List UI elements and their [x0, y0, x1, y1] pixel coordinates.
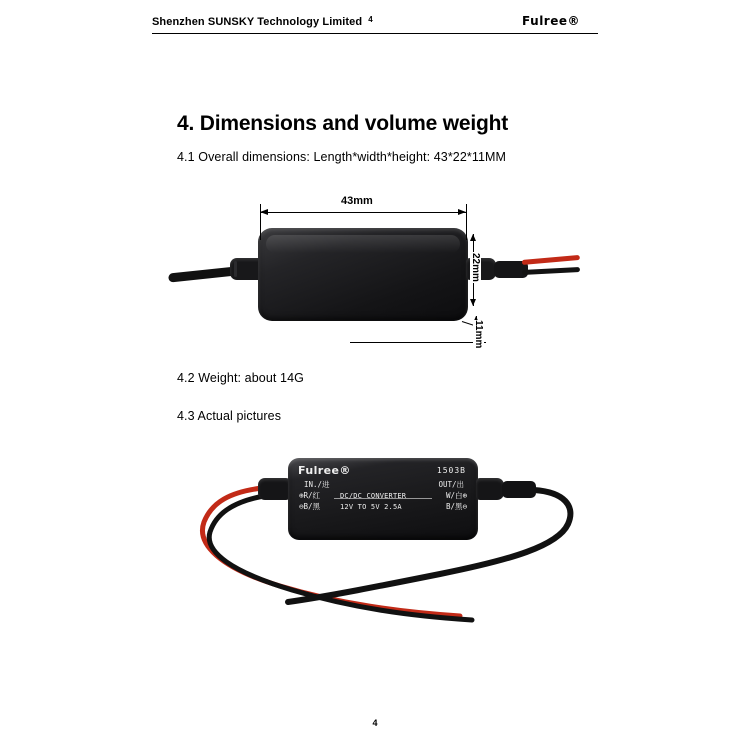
page-title: 4. Dimensions and volume weight [177, 112, 509, 136]
extension-line-right [466, 204, 467, 240]
product-output-negative: B/黑⊖ [445, 502, 467, 511]
width-label: 22mm [470, 253, 481, 282]
page-header [152, 12, 598, 38]
product-converter-text: DC/DC CONVERTER [340, 492, 407, 500]
brand-name: Fulree® [522, 14, 580, 28]
product-spec-text: 12V TO 5V 2.5A [340, 503, 402, 511]
product-input-label: IN./进 [304, 480, 330, 489]
paragraph-actual-pictures: 4.3 Actual pictures [177, 409, 282, 423]
product-photo [160, 440, 590, 660]
leader-line-b [350, 342, 486, 343]
product-output-label: OUT/出 [438, 480, 464, 489]
product-body [288, 458, 478, 540]
black-wire [522, 267, 580, 275]
product-brand: Fulree® [298, 464, 351, 477]
dimension-diagram [170, 190, 580, 360]
height-label: 11mm [473, 320, 484, 349]
company-name: Shenzhen SUNSKY Technology Limited [152, 16, 363, 28]
product-input-positive: ⊕R/红 [299, 491, 321, 500]
product-label-panel [296, 464, 470, 532]
product-model: 1503B [436, 466, 466, 475]
product-input-negative: ⊖B/黑 [299, 502, 321, 511]
product-output-positive: W/白⊕ [445, 491, 467, 500]
product-barrel-connector [502, 481, 536, 498]
footer-page-number: 4 [372, 718, 378, 728]
paragraph-weight: 4.2 Weight: about 14G [177, 371, 304, 385]
product-right-boot [476, 478, 504, 500]
header-page-marker: 4 [368, 15, 373, 24]
header-left-group [152, 12, 373, 30]
paragraph-overall-dimensions: 4.1 Overall dimensions: Length*width*height: 43*22*11MM [177, 150, 507, 164]
red-wire [522, 255, 580, 265]
header-row [152, 12, 598, 34]
product-left-boot [258, 478, 290, 500]
converter-body [258, 228, 468, 321]
length-dimension-line [260, 212, 466, 213]
length-label: 43mm [338, 195, 376, 207]
